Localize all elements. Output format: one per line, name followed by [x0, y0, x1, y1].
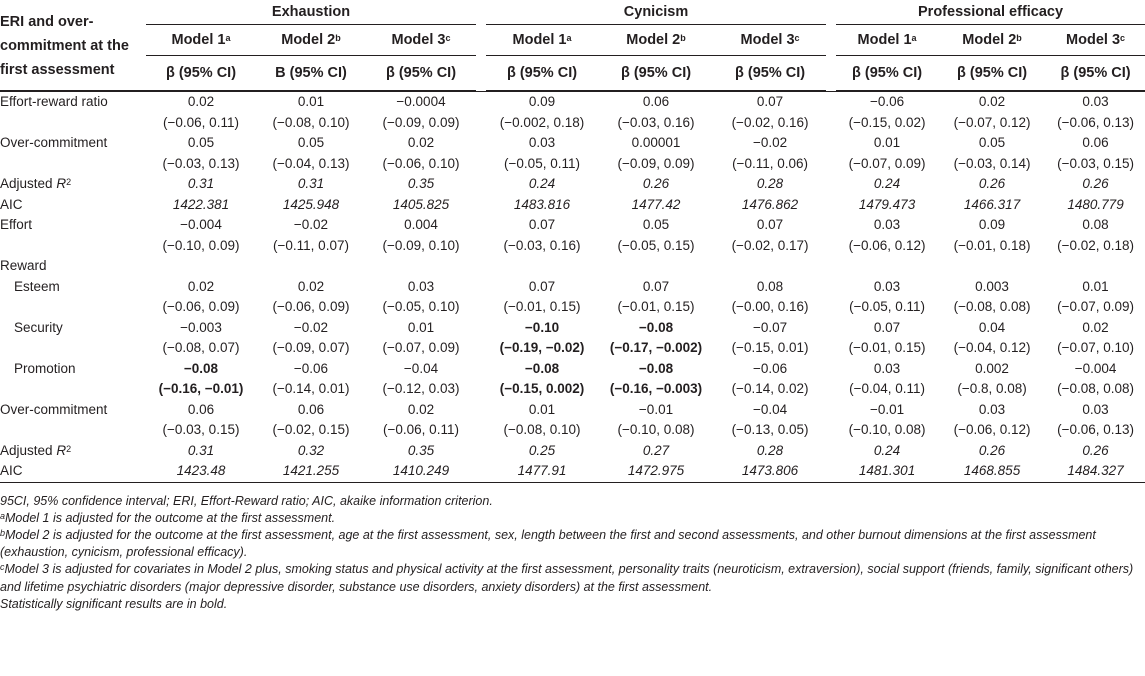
table-cell: 0.00001	[631, 135, 681, 150]
table-cell: 0.27	[642, 442, 670, 458]
table-cell: 0.01	[1082, 278, 1109, 294]
table-cell: (−0.08, 0.08)	[953, 299, 1031, 314]
table-cell: (−0.15, 0.002)	[499, 381, 585, 396]
table-cell: 0.03	[1046, 91, 1145, 113]
table-cell: 0.28	[756, 176, 784, 191]
table-cell: 0.24	[873, 176, 901, 191]
table-row	[0, 441, 1145, 462]
footnote-c: $^c$Model 3 is adjusted for covariates in Model 2 plus, smoking status and physical activity at the first assessment, personality traits (neuroticism, extraversion), social support (friends, family, significant others) and lifetime psychiatric disorders (major depressive disorder, substance use disorders, anxiety disorders) at the first assessment.	[0, 562, 1134, 594]
table-cell: 0.25	[528, 442, 556, 458]
table-cell: 0.07	[528, 217, 556, 232]
table-cell: (−0.01, 0.15)	[848, 340, 926, 355]
table-cell: 0.03	[978, 401, 1006, 417]
table-cell: 0.05	[297, 135, 325, 150]
row-label	[0, 379, 146, 400]
row-label	[0, 113, 146, 134]
table-cell: 0.03	[873, 278, 901, 294]
table-row	[0, 113, 1145, 134]
table-cell: 0.35	[407, 442, 435, 458]
table-cell: (−0.04, 0.12)	[953, 340, 1031, 355]
table-row	[0, 277, 1145, 298]
table-cell: (−0.08, 0.10)	[272, 114, 350, 130]
table-cell: (−0.10, 0.09)	[162, 237, 240, 253]
table-cell: 1472.975	[598, 461, 714, 483]
table-cell: 0.32	[297, 442, 325, 458]
table-row	[0, 318, 1145, 339]
table-cell: 1477.42	[631, 196, 681, 212]
table-cell: −0.10	[524, 319, 560, 335]
table-cell: 0.02	[146, 91, 256, 113]
group-header-professional-efficacy: Professional efficacy	[918, 4, 1064, 20]
table-cell: 0.05	[978, 135, 1006, 150]
stat-header: β (95% CI)	[1046, 55, 1145, 91]
table-row	[0, 338, 1145, 359]
table-cell: 1468.855	[938, 461, 1046, 483]
table-cell: (−0.06, 0.11)	[383, 422, 459, 437]
row-label: Esteem	[14, 278, 60, 294]
table-cell: (−0.02, 0.17)	[731, 237, 809, 253]
footnote-abbreviations: 95CI, 95% confidence interval; ERI, Effort-Reward ratio; AIC, akaike information criterion.	[0, 493, 493, 508]
table-cell: (−0.10, 0.08)	[617, 422, 695, 437]
table-footnotes	[0, 493, 1140, 613]
stat-header: β (95% CI)	[146, 55, 256, 91]
table-cell: 1483.816	[513, 196, 571, 212]
table-cell: −0.02	[293, 319, 329, 335]
table-cell: 0.01	[873, 135, 901, 150]
table-cell: (−0.02, 0.18)	[1057, 237, 1135, 253]
table-cell: (−0.08, 0.10)	[503, 422, 581, 437]
model-header: Model 1$^a$	[486, 24, 598, 55]
model-header: Model 3$^c$	[1046, 24, 1145, 55]
table-cell: −0.004	[1074, 360, 1117, 376]
table-cell: (−0.08, 0.08)	[1057, 381, 1135, 396]
table-cell: 0.26	[642, 176, 670, 191]
table-row	[0, 379, 1145, 400]
table-cell: (−0.07, 0.10)	[1057, 340, 1135, 355]
row-label	[0, 420, 146, 441]
table-row	[0, 133, 1145, 154]
table-cell: (−0.04, 0.11)	[849, 381, 926, 396]
table-cell: (−0.06, 0.13)	[1057, 114, 1135, 130]
table-cell: (−0.07, 0.09)	[848, 155, 926, 171]
row-label: AIC	[0, 461, 146, 483]
table-cell: 1466.317	[963, 196, 1021, 212]
stat-header: β (95% CI)	[714, 55, 826, 91]
table-cell: (−0.19, −0.02)	[499, 340, 585, 355]
table-cell: (−0.00, 0.16)	[731, 299, 809, 314]
table-cell: 0.08	[756, 278, 784, 294]
stat-header: B (95% CI)	[256, 55, 366, 91]
table-cell: (−0.14, 0.01)	[272, 381, 350, 396]
table-cell: 1423.48	[146, 461, 256, 483]
table-cell: (−0.05, 0.11)	[849, 299, 926, 314]
table-cell: (−0.11, 0.06)	[732, 155, 808, 171]
model-header: Model 2$^b$	[598, 24, 714, 55]
table-cell: (−0.10, 0.08)	[848, 422, 926, 437]
row-label: Security	[14, 319, 63, 335]
table-cell: 0.26	[978, 442, 1006, 458]
table-cell: (−0.16, −0.01)	[158, 381, 244, 396]
table-cell: (−0.03, 0.15)	[162, 422, 240, 437]
table-cell: −0.01	[638, 401, 674, 417]
table-cell: 0.07	[642, 278, 670, 294]
table-cell: (−0.06, 0.11)	[163, 114, 239, 130]
table-cell: 0.03	[873, 360, 901, 376]
table-row	[0, 359, 1145, 380]
model-header: Model 2$^b$	[256, 24, 366, 55]
table-cell: 0.02	[1082, 319, 1109, 335]
model-header: Model 1$^a$	[836, 24, 938, 55]
table-cell: 0.01	[256, 91, 366, 113]
table-cell: −0.06	[836, 91, 938, 113]
row-label: Effort	[0, 217, 33, 232]
table-cell: 0.05	[187, 135, 215, 150]
table-row	[0, 297, 1145, 318]
table-cell: 0.35	[407, 176, 435, 191]
table-cell: 0.004	[404, 217, 438, 232]
table-cell: −0.07	[752, 319, 788, 335]
table-cell: 0.02	[187, 278, 215, 294]
table-cell: 0.07	[528, 278, 556, 294]
table-cell: 0.26	[1082, 442, 1109, 458]
table-cell: (−0.12, 0.03)	[382, 381, 460, 396]
table-cell: (−0.09, 0.10)	[382, 237, 460, 253]
table-cell: −0.01	[869, 401, 905, 417]
model-header: Model 2$^b$	[938, 24, 1046, 55]
table-cell: −0.003	[180, 319, 222, 335]
row-label: Promotion	[14, 360, 76, 376]
table-cell: 0.28	[756, 442, 784, 458]
table-cell: 0.05	[642, 217, 670, 232]
table-cell: 1480.779	[1067, 196, 1124, 212]
table-cell: 0.03	[1082, 401, 1109, 417]
table-cell: −0.02	[293, 217, 329, 232]
table-cell: (−0.15, 0.02)	[848, 114, 926, 130]
row-label: Over-commitment	[0, 401, 108, 417]
table-cell: (−0.14, 0.02)	[731, 381, 809, 396]
table-cell: 0.04	[978, 319, 1006, 335]
table-body	[0, 91, 1145, 483]
table-header	[0, 0, 1145, 91]
table-cell: 0.01	[407, 319, 435, 335]
table-cell: 0.02	[938, 91, 1046, 113]
table-cell: (−0.17, −0.002)	[609, 340, 703, 355]
table-cell: 0.26	[1082, 176, 1109, 191]
group-header-exhaustion: Exhaustion	[271, 4, 351, 20]
table-cell: 0.02	[297, 278, 325, 294]
table-row	[0, 174, 1145, 195]
table-cell: (−0.07, 0.09)	[382, 340, 460, 355]
row-label: Effort-reward ratio	[0, 91, 146, 113]
table-cell: (−0.06, 0.12)	[953, 422, 1031, 437]
table-cell: −0.04	[752, 401, 788, 417]
table-cell: 0.003	[975, 278, 1009, 294]
table-cell: (−0.06, 0.09)	[272, 299, 350, 314]
table-cell: 1473.806	[714, 461, 826, 483]
table-cell: (−0.09, 0.09)	[617, 155, 695, 171]
stat-header: β (95% CI)	[598, 55, 714, 91]
stat-header: β (95% CI)	[938, 55, 1046, 91]
table-cell: 0.07	[756, 217, 784, 232]
table-cell: 0.01	[528, 401, 556, 417]
table-cell: −0.08	[183, 360, 219, 376]
table-cell: −0.004	[180, 217, 222, 232]
table-cell: (−0.01, 0.15)	[503, 299, 581, 314]
table-cell: 0.06	[297, 401, 325, 417]
row-label: Over-commitment	[0, 135, 108, 150]
table-cell: (−0.03, 0.15)	[1057, 155, 1135, 171]
model-header: Model 3$^c$	[366, 24, 476, 55]
table-cell: 0.08	[1082, 217, 1109, 232]
table-cell: (−0.01, 0.15)	[617, 299, 695, 314]
footnote-b: $^b$Model 2 is adjusted for the outcome at the first assessment, age at the first assessment, sex, length between the first and second assessments, and other burnout dimensions at the first assessment (exhaustion, cynicism, professional efficacy).	[0, 527, 1096, 560]
row-label: Reward	[0, 258, 47, 273]
table-cell: 0.03	[873, 217, 901, 232]
table-cell: (−0.05, 0.15)	[617, 237, 695, 253]
table-cell: 0.31	[297, 176, 325, 191]
table-cell: (−0.03, 0.16)	[503, 237, 581, 253]
table-cell: (−0.15, 0.01)	[731, 340, 809, 355]
table-cell: (−0.13, 0.05)	[731, 422, 809, 437]
stat-header: β (95% CI)	[836, 55, 938, 91]
table-cell: 0.06	[598, 91, 714, 113]
table-cell: 1484.327	[1046, 461, 1145, 483]
table-cell: (−0.16, −0.003)	[609, 381, 703, 396]
table-row	[0, 91, 1145, 113]
table-cell: −0.08	[638, 319, 674, 335]
table-cell: (−0.09, 0.07)	[272, 340, 350, 355]
table-row	[0, 154, 1145, 175]
table-cell: (−0.05, 0.10)	[382, 299, 460, 314]
table-cell: (−0.09, 0.09)	[382, 114, 460, 130]
table-cell: 0.09	[486, 91, 598, 113]
table-cell: (−0.06, 0.13)	[1057, 422, 1135, 437]
table-cell: 0.03	[528, 135, 556, 150]
table-cell: −0.02	[752, 135, 788, 150]
row-label	[0, 297, 146, 318]
table-cell: 0.02	[407, 401, 435, 417]
table-cell: (−0.002, 0.18)	[499, 114, 585, 130]
table-cell: 1405.825	[392, 196, 450, 212]
table-cell: 1479.473	[858, 196, 916, 212]
table-cell: (−0.04, 0.13)	[272, 155, 350, 171]
table-cell: 1410.249	[366, 461, 476, 483]
table-cell: 0.03	[407, 278, 435, 294]
stub-header: ERI and over-commitment at the first assessment	[0, 0, 146, 91]
row-label: Adjusted $R^2$	[0, 442, 72, 458]
table-cell: 1425.948	[282, 196, 340, 212]
table-cell: 1476.862	[741, 196, 799, 212]
table-cell: 1481.301	[836, 461, 938, 483]
table-cell: 0.06	[187, 401, 215, 417]
table-cell: 0.02	[407, 135, 435, 150]
table-cell: −0.04	[403, 360, 439, 376]
footnote-significance: Statistically significant results are in bold.	[0, 596, 228, 611]
table-row	[0, 215, 1145, 236]
table-row	[0, 400, 1145, 421]
table-cell: −0.0004	[366, 91, 476, 113]
table-cell: 1421.255	[256, 461, 366, 483]
table-cell: (−0.08, 0.07)	[162, 340, 240, 355]
stat-header: β (95% CI)	[366, 55, 476, 91]
table-cell: (−0.05, 0.11)	[504, 155, 580, 171]
table-cell: (−0.8, 0.08)	[957, 381, 1027, 396]
model-header: Model 3$^c$	[714, 24, 826, 55]
table-row	[0, 195, 1145, 216]
footnote-a: $^a$Model 1 is adjusted for the outcome at the first assessment.	[0, 510, 336, 525]
table-cell: 1422.381	[172, 196, 230, 212]
table-row	[0, 461, 1145, 483]
table-cell: (−0.06, 0.10)	[382, 155, 460, 171]
table-cell: (−0.03, 0.14)	[953, 155, 1031, 171]
table-cell: (−0.01, 0.18)	[953, 237, 1031, 253]
table-row	[0, 256, 1145, 277]
table-cell: −0.08	[638, 360, 674, 376]
table-row	[0, 420, 1145, 441]
table-cell: (−0.11, 0.07)	[273, 237, 349, 253]
table-cell: (−0.03, 0.16)	[617, 114, 695, 130]
group-header-cynicism: Cynicism	[623, 4, 689, 20]
table-cell: 0.06	[1082, 135, 1109, 150]
table-row	[0, 236, 1145, 257]
table-cell: (−0.07, 0.09)	[1057, 299, 1135, 314]
table-cell: (−0.03, 0.13)	[162, 155, 240, 171]
table-cell: 1477.91	[486, 461, 598, 483]
table-cell: (−0.06, 0.09)	[162, 299, 240, 314]
table-cell: −0.06	[293, 360, 329, 376]
table-cell: 0.26	[978, 176, 1006, 191]
table-cell: 0.31	[187, 442, 215, 458]
table-cell: 0.002	[975, 360, 1009, 376]
row-label	[0, 236, 146, 257]
table-cell: −0.08	[524, 360, 560, 376]
table-cell: 0.24	[873, 442, 901, 458]
table-cell: −0.06	[752, 360, 788, 376]
table-cell: 0.07	[873, 319, 901, 335]
table-cell: 0.24	[528, 176, 556, 191]
row-label	[0, 338, 146, 359]
table-cell: (−0.02, 0.15)	[272, 422, 350, 437]
stat-header: β (95% CI)	[486, 55, 598, 91]
table-cell: (−0.06, 0.12)	[848, 237, 926, 253]
model-header: Model 1$^a$	[146, 24, 256, 55]
table-cell: (−0.07, 0.12)	[953, 114, 1031, 130]
table-cell: (−0.02, 0.16)	[731, 114, 809, 130]
row-label: Adjusted $R^2$	[0, 176, 72, 191]
row-label: AIC	[0, 196, 23, 212]
table-cell: 0.09	[978, 217, 1006, 232]
row-label	[0, 154, 146, 175]
table-cell: 0.07	[714, 91, 826, 113]
table-cell: 0.31	[187, 176, 215, 191]
